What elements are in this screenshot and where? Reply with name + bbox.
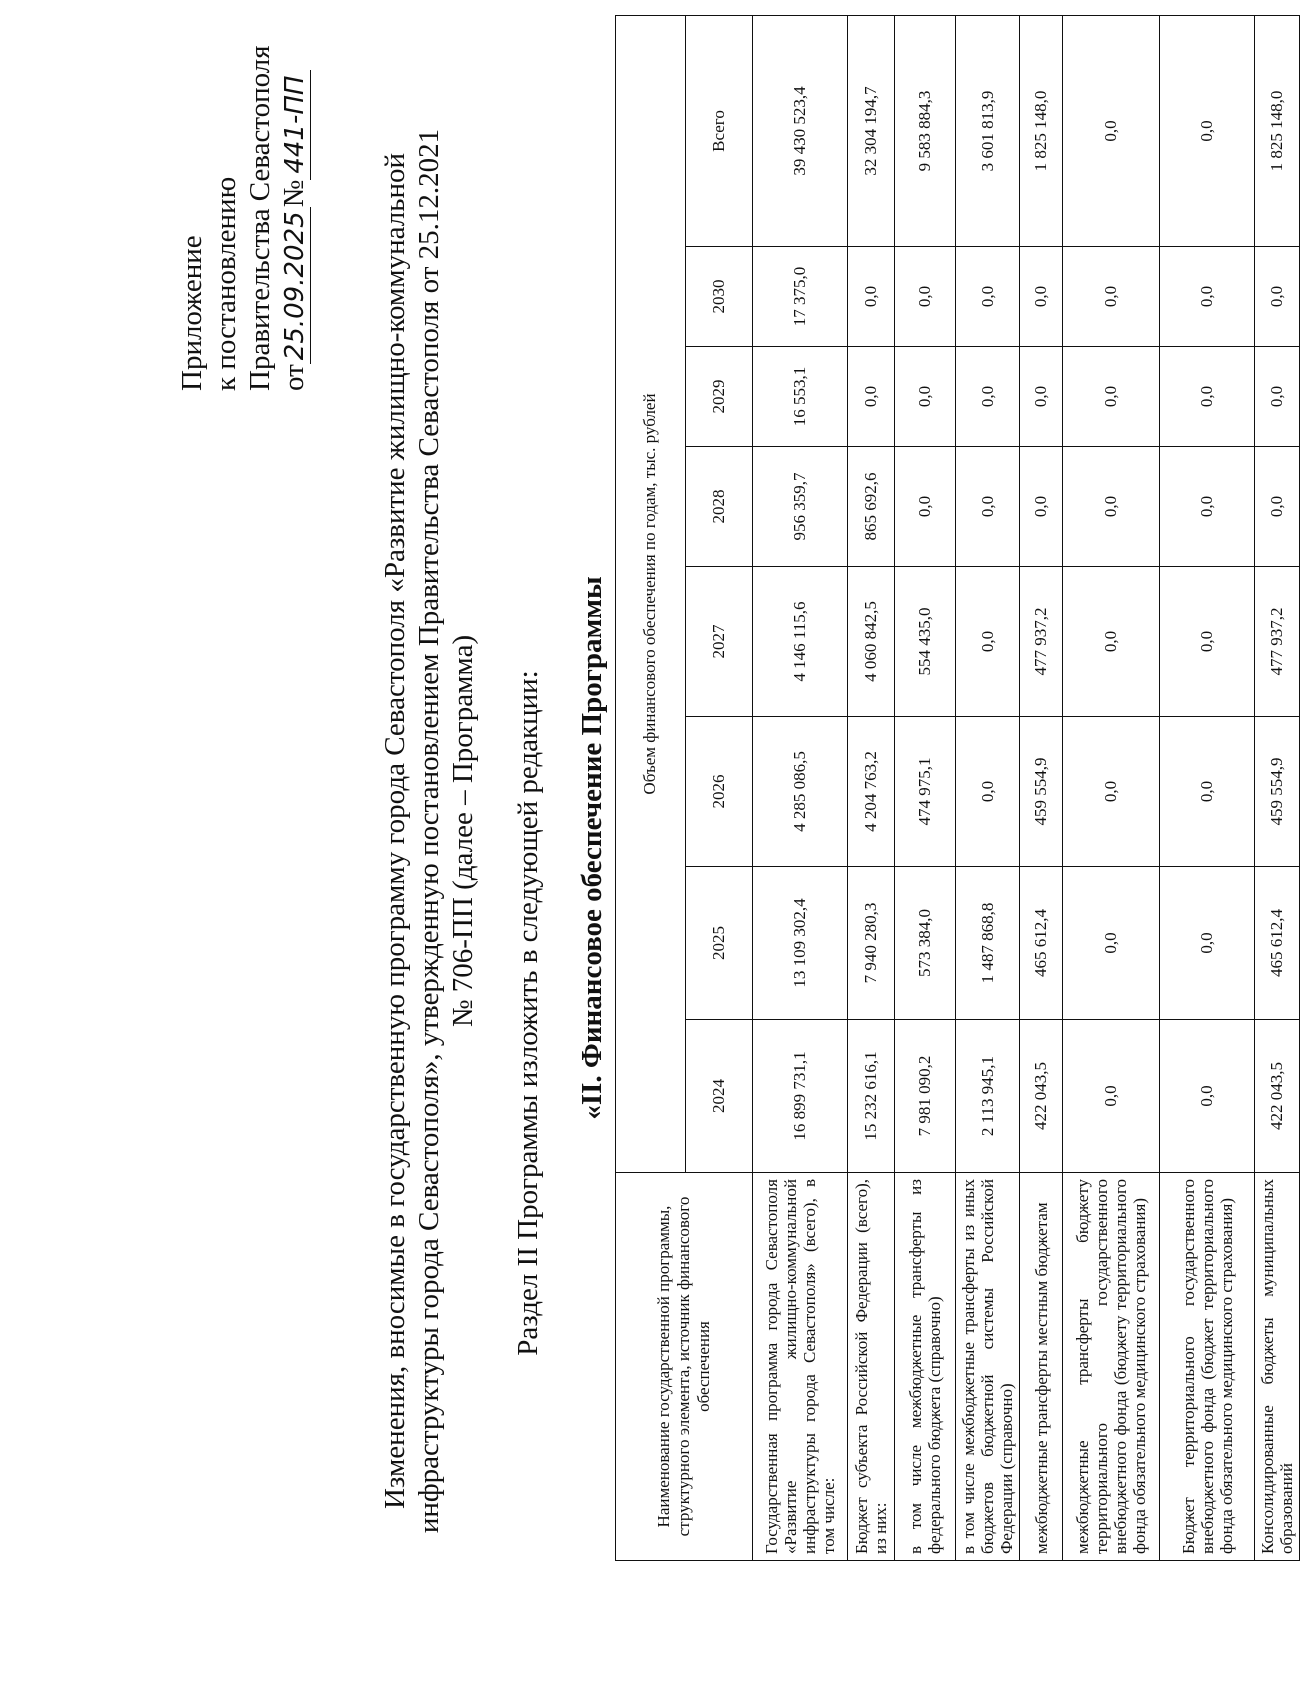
- row-value: 0,0: [1020, 447, 1063, 567]
- row-value: 7 940 280,3: [848, 867, 895, 1020]
- row-value: 477 937,2: [1255, 567, 1300, 717]
- year-header: 2027: [685, 567, 753, 717]
- row-value: 0,0: [1255, 447, 1300, 567]
- row-name: в том числе межбюджетные трансферты из иных бюджетов бюджетной системы Российской Федерации (справочно): [956, 1173, 1020, 1561]
- row-value: 1 825 148,0: [1255, 15, 1300, 246]
- number-prefix: №: [278, 179, 310, 208]
- row-value: 0,0: [1063, 717, 1160, 867]
- header-line-1: Приложение: [176, 235, 208, 391]
- row-value: 9 583 884,3: [895, 15, 956, 246]
- row-value: 465 612,4: [1255, 867, 1300, 1020]
- year-header: 2030: [685, 247, 753, 347]
- year-header: 2028: [685, 447, 753, 567]
- row-value: 0,0: [956, 447, 1020, 567]
- row-name: Консолидированные бюджеты муниципальных образований: [1255, 1173, 1300, 1561]
- table-row: [956, 15, 1020, 1560]
- row-value: 0,0: [1160, 15, 1255, 246]
- section-title: «II. Финансовое обеспечение Программы: [576, 576, 608, 1120]
- row-value: 0,0: [848, 347, 895, 447]
- row-value: 0,0: [1063, 567, 1160, 717]
- table-body: [753, 15, 1300, 1560]
- row-value: 459 554,9: [1020, 717, 1063, 867]
- row-value: 0,0: [956, 347, 1020, 447]
- row-value: 0,0: [956, 567, 1020, 717]
- row-value: 0,0: [1255, 347, 1300, 447]
- table-header-row-1: [616, 15, 686, 1560]
- row-value: 2 113 945,1: [956, 1020, 1020, 1173]
- row-value: 0,0: [895, 347, 956, 447]
- row-name: межбюджетные трансферты местным бюджетам: [1020, 1173, 1063, 1561]
- row-value: 7 981 090,2: [895, 1020, 956, 1173]
- title-line-2: инфраструктуры города Севастополя», утвержденную постановлением Правительства Севастополя от 25.12.2021: [413, 128, 445, 1534]
- row-value: 956 359,7: [753, 447, 848, 567]
- row-value: 477 937,2: [1020, 567, 1063, 717]
- row-value: 573 384,0: [895, 867, 956, 1020]
- row-value: 4 204 763,2: [848, 717, 895, 867]
- row-value: 0,0: [956, 717, 1020, 867]
- row-value: 0,0: [895, 247, 956, 347]
- row-value: 0,0: [1063, 247, 1160, 347]
- row-value: 4 060 842,5: [848, 567, 895, 717]
- row-value: 0,0: [1160, 567, 1255, 717]
- row-value: 0,0: [1063, 1020, 1160, 1173]
- row-value: 16 553,1: [753, 347, 848, 447]
- row-value: 1 825 148,0: [1020, 15, 1063, 246]
- header-date-line: [277, 11, 312, 391]
- row-value: 0,0: [1063, 447, 1160, 567]
- row-value: 0,0: [1160, 447, 1255, 567]
- row-value: 465 612,4: [1020, 867, 1063, 1020]
- row-value: 422 043,5: [1020, 1020, 1063, 1173]
- row-value: 0,0: [1063, 867, 1160, 1020]
- row-value: 865 692,6: [848, 447, 895, 567]
- row-name: Бюджет субъекта Российской Федерации (всего), из них:: [848, 1173, 895, 1561]
- date-prefix: от: [278, 364, 310, 391]
- row-value: 459 554,9: [1255, 717, 1300, 867]
- row-value: 13 109 302,4: [753, 867, 848, 1020]
- row-value: 0,0: [1160, 347, 1255, 447]
- year-header: 2026: [685, 717, 753, 867]
- intro-text-content: Раздел II Программы изложить в следующей редакции:: [512, 670, 544, 1356]
- table-row: [1160, 15, 1255, 1560]
- table-row: [1255, 15, 1300, 1560]
- row-value: 32 304 194,7: [848, 15, 895, 246]
- row-value: 15 232 616,1: [848, 1020, 895, 1173]
- intro-text: [512, 0, 545, 1696]
- year-header: Всего: [685, 15, 753, 246]
- handwritten-date: 25.09.2025: [280, 207, 311, 364]
- row-value: 0,0: [1160, 247, 1255, 347]
- header-line-2: к постановлению: [210, 176, 242, 391]
- row-value: 0,0: [1020, 347, 1063, 447]
- table-row: [848, 15, 895, 1560]
- row-value: 4 285 086,5: [753, 717, 848, 867]
- row-name: межбюджетные трансферты бюджету территориального государственного внебюджетного фонда (бюджету территориального фонда обязательного медицинского страхования): [1063, 1173, 1160, 1561]
- name-column-header: Наименование государственной программы, структурного элемента, источник финансового обеспечения: [616, 1173, 753, 1561]
- row-value: 474 975,1: [895, 717, 956, 867]
- row-value: 0,0: [1020, 247, 1063, 347]
- row-value: 1 487 868,8: [956, 867, 1020, 1020]
- year-header: 2025: [685, 867, 753, 1020]
- row-value: 0,0: [895, 447, 956, 567]
- row-value: 3 601 813,9: [956, 15, 1020, 246]
- row-value: 39 430 523,4: [753, 15, 848, 246]
- row-value: 0,0: [1160, 1020, 1255, 1173]
- row-value: 0,0: [1160, 717, 1255, 867]
- row-name: Бюджет территориального государственного внебюджетного фонда (бюджет территориального фонда обязательного медицинского страхования): [1160, 1173, 1255, 1561]
- table-row: [895, 15, 956, 1560]
- document-title: [378, 36, 480, 1626]
- row-value: 0,0: [1160, 867, 1255, 1020]
- table-row: [1063, 15, 1160, 1560]
- row-value: 16 899 731,1: [753, 1020, 848, 1173]
- title-line-3: № 706-ПП (далее – Программа): [447, 634, 479, 1028]
- title-line-1: Изменения, вносимые в государственную программу города Севастополя «Развитие жилищно-коммунальной: [379, 152, 411, 1510]
- row-value: 0,0: [1063, 347, 1160, 447]
- row-value: 554 435,0: [895, 567, 956, 717]
- group-column-header: Объем финансового обеспечения по годам, тыс. рублей: [616, 15, 686, 1172]
- handwritten-number: 441-ПП: [280, 70, 311, 180]
- row-value: 17 375,0: [753, 247, 848, 347]
- row-value: 0,0: [956, 247, 1020, 347]
- row-value: 4 146 115,6: [753, 567, 848, 717]
- row-value: 0,0: [1255, 247, 1300, 347]
- row-name: в том числе межбюджетные трансферты из федерального бюджета (справочно): [895, 1173, 956, 1561]
- row-name: Государственная программа города Севастополя «Развитие жилищно-коммунальной инфраструктуры города Севастополя» (всего), в том числе:: [753, 1173, 848, 1561]
- year-header: 2029: [685, 347, 753, 447]
- table-row: [753, 15, 848, 1560]
- year-header: 2024: [685, 1020, 753, 1173]
- appendix-header: [175, 11, 312, 391]
- row-value: 422 043,5: [1255, 1020, 1300, 1173]
- header-line-3: Правительства Севастополя: [244, 45, 276, 391]
- table-row: [1020, 15, 1063, 1560]
- row-value: 0,0: [1063, 15, 1160, 246]
- row-value: 0,0: [848, 247, 895, 347]
- financing-table: [615, 15, 1300, 1561]
